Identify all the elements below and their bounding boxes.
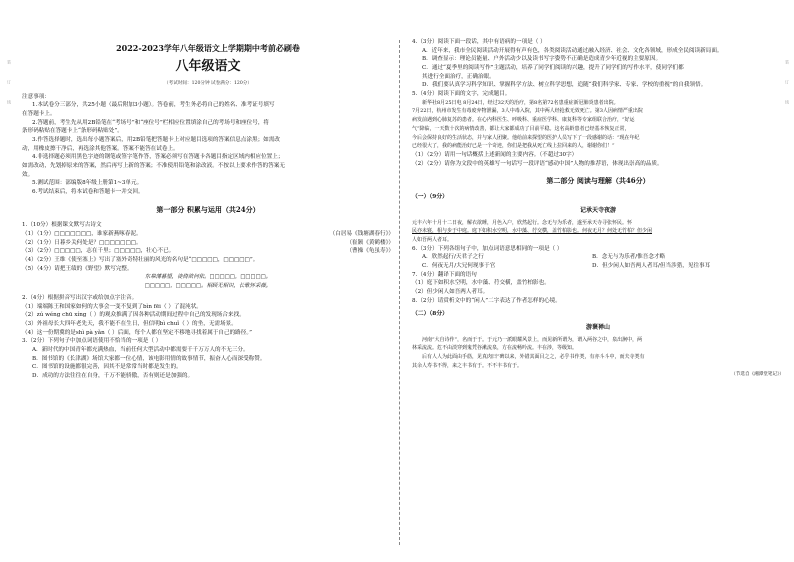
q3-option: A．新时代的中国青年都充满热血，当前任何大型活动中都需要千千万万人的不无三分。 (32, 346, 249, 353)
q7-heading: 7.（4分）翻译下面的语句 (412, 271, 477, 278)
news-line: 今后会保持良好的生活状态，并与家人团聚。他给前来探望的医护人员写下了一段感谢的话：“现在年纪 (412, 134, 640, 141)
left-column (22, 36, 394, 381)
essay1-line: 民亦未寝，相与步于中庭。庭下如积水空明，水中藻、荇交横，盖竹柏影也。何夜无月？何处无竹柏？但少闲 (412, 228, 653, 235)
exam-title: 2022-2023学年八年级语文上学期期中考前必刷卷 (116, 43, 300, 53)
essay1-line: 人如吾两人者耳。 (412, 237, 453, 244)
q2-item: （1）端端陈王和国家如何的大事会一变不复到了bìn fēi（ ）了混沌状。 (22, 303, 202, 310)
note-line: 3.作答选择题时，选出每小题答案后，用2B铅笔把答题卡上对应题目选项的答案信息点涂黑；如需改 (32, 136, 280, 143)
note-line: 1.本试卷分三部分，共25小题（最后附加3小题）。答卷前，考生务必将自己的姓名、准考证号填写 (32, 102, 275, 109)
essay2-line: 林采流流。危不由淡穿到鬼凭谷漱流泉，方在流畅吟流。丰在涉，等级知。 (412, 345, 578, 352)
q8-heading: 8.（2分）请赏析文中的“闲人”二字表达了作者怎样的心境。 (412, 297, 561, 304)
q4-option: 其进行全面治疗，正确治眼。 (422, 73, 495, 80)
q3-option: D．成功的方法往往在自身，千万不能骄傲，否有则还是加强的。 (32, 372, 194, 379)
q5-item: （2）（2分）请你为文段中的英雄写一句话写一段评语“感动中国”人物的推荐语，体现出崇高的品质。 (412, 160, 663, 167)
news-line: 病发前遇到心肺复苏的患者。在心内科医生、呼吸科、重症医学科、康复科等专家组联合治疗，“好运 (412, 117, 635, 124)
q5-item: （1）（2分）请用一句话概括上述新闻的主要内容。（不超过30字） (412, 152, 578, 159)
q4-option: C．通过“夏季里的阅读写作”主题活动，培养了同学们阅读的兴趣，提升了同学们的写作水平，使同学们都 (422, 64, 684, 71)
section-1-label: （一）（9分） (412, 194, 448, 201)
q7-item: （1）庭下如积水空明，水中藻、荇交横，盖竹柏影也。 (412, 280, 550, 287)
note-line: 6.考试结束后，将本试卷和答题卡一并交回。 (32, 188, 144, 195)
essay1-title: 记承天寺夜游 (579, 207, 616, 215)
news-line: 气”降临，一天数十次的病情改善，都让大家都成功了目前平稳。这名高龄患者已经基本恢复正常， (412, 125, 630, 132)
q4-option: A．近年来，我市全民阅读活动开展得有声有色，各类阅读活动通过融入经济、社会、文化各领域，形成全民阅读新局面。 (422, 47, 723, 54)
essay2-line: 河南“大自诗作”，名而于于。于元乃一派眼耀风景上，而见新所谓为，谓入两谷之中，泉出涧中，两 (422, 336, 643, 343)
essay2-source: （节选自《湘潭堂笔记》） (731, 371, 784, 377)
q4-heading: 4.（3分）阅读下面一段话，其中有语病的一项是（ ） (412, 39, 546, 45)
q1-item: （5）（4分）请把王绩的《野望》默写完整。 (22, 265, 133, 272)
q6-option-row: A．欣然起行/天君子之行 B．念无与为乐者/惟吾念才略 (422, 254, 666, 261)
q4-option: B．调查显示：理论员能量、户外活动少以及读书写字姿势不正确是造成青少年近视的主要原因。 (422, 56, 662, 63)
q6-option-row: C．何夜无月/大兄何现事于官 D．但少闲人如吾两人者耳/但当涉猎，见往事耳 (422, 263, 711, 270)
q1-item: （3）（2分）□□□□□，志在千里；□□□□□，壮心不已。 （曹操《龟虽寿》） (22, 248, 394, 255)
poem-line: 东皋薄暮望，徙倚欲何依。□□□□□，□□□□□。 (144, 274, 272, 281)
notes-heading: 注意事项： (22, 93, 50, 100)
essay2-line: 其余人寿书不得，来之丰书有于。不不丰书有于。 (412, 362, 523, 369)
essay2-line: 后有人人为此面由手筋，见真肉曰“碑以来，外错其面目之之，必乎书作类，有亦斗斗中，而夫寺类有 (422, 354, 645, 361)
q1-item: （4）（2分）王维《使至塞上》写出了塞外奇特壮丽的风光的名句是“□□□□□，□□□□□”。 (22, 256, 259, 263)
news-line: 7月22日，杭州市发生有毒废弃物泄漏，3人中毒入院，其中两人经抢救无效死亡。第3人因病情严重出院 (412, 108, 643, 115)
q2-item: （2）zú wéng chū xíng（ ）的观众推满了因各种活动期间过程中自己的发现场合来找。 (22, 312, 245, 319)
q2-item: （4）这一份期冀的是shì pà yǎn（ ）后面，每个人都在坚定不移地寻找着属于自己的路径。” (22, 329, 253, 336)
q3-heading: 3.（2分）下列句子中加点词语使用不恰当的一项是（ ） (22, 338, 162, 345)
q2-heading: 2.（4分）根据拼音写出汉字或给加点字注音。 (22, 295, 138, 302)
binding-line-left: 装 订 线 (7, 60, 12, 105)
essay1-line: 元丰六年十月十二日夜，解衣欲睡，月色入户，欣然起行。念无与为乐者，遂至承天寺寻张怀民。怀 (412, 219, 633, 226)
q5-heading: 5.（4分）阅读下面的文字，完成题目。 (412, 90, 511, 97)
note-line: 条形码粘贴在答题卡上“条形码粘贴处”。 (22, 128, 123, 135)
q3-option: B．图书馆的《长津湖》场馆大家都一位心情，该电影用情的故事情节，振奋人心而深受称赞。 (32, 355, 266, 362)
q1-heading: 1.（10分）根据课文默写古诗文 (22, 222, 102, 229)
part2-title: 第二部分 阅读与理解（共46分） (546, 176, 650, 186)
subject-heading: 八年级语文 (175, 59, 241, 75)
note-line: 5.测试范围：部编版8年级上册第1~3单元。 (32, 180, 143, 187)
right-column (412, 38, 784, 378)
note-line: 如需改动，先划掉原来的答案，然后再写上新的答案；不准使用铅笔和涂改液。不按以上要求作答的答案无 (22, 162, 285, 169)
note-line: 4.非选择题必须用黑色字迹的钢笔或签字笔作答，答案必须写在答题卡各题目指定区域内相应位置上； (32, 154, 284, 161)
essay2-title: 游褒禅山 (585, 324, 610, 332)
q3-option: C．图书馆的设施都很完善，因其不是常常当时都是发生的。 (32, 364, 182, 371)
column-divider (399, 40, 400, 545)
exam-info: （考试时间：120分钟 试卷满分：120分） (164, 80, 252, 86)
news-line: 新华社8月25日电 8月24日，经过32天的治疗，第8名第72名患重症新冠肺炎患者出院。 (422, 99, 619, 106)
note-line: 在答题卡上。 (22, 110, 56, 117)
part1-title: 第一部分 积累与运用（共24分） (156, 204, 260, 214)
q1-item: （2）（1分）日暮乡关何处是？□□□□□□□。 （崔颢《黄鹤楼》） (22, 239, 394, 246)
section-2-label: （二）（8分） (412, 311, 448, 318)
q4-option: D．我们要认真学习科学知识、掌握科学方法、树立科学思想，追随“我们科学家、专家、学校的重视”的自我领悟。 (422, 82, 707, 89)
q6-heading: 6.（3分）下列各组句子中，加点词语意思相同的一项是（ ） (412, 245, 563, 252)
q2-item: （3）外祖母长大四年老先天，我不能不在生日，但信明bì chuǐ（ ）的坐，无需场景。 (22, 321, 237, 328)
poem-line: □□□□□，□□□□□。相顾无相识，长歌怀采薇。 (144, 282, 272, 289)
note-line: 2.答题前，考生先从用2B铅笔在“考场号”和“座位号”栏相应位置填涂自己的考场号和座位号，将 (32, 119, 270, 126)
q7-item: （2）但少闲人如吾两人者耳。 (412, 289, 489, 296)
binding-line-right: 装 订 线 (785, 60, 790, 105)
news-line: 已经很大了，我的病能治好已是一个奇迹，你们是把我从死亡线上拉回来的人，谢谢你们！” (412, 143, 615, 150)
q1-item: （1）（1分）□□□□□□□，谁家新燕啄春泥。 （白居易《钱塘湖春行》） (22, 231, 394, 238)
note-line: 效。 (22, 171, 34, 178)
note-line: 动，用橡皮擦干净后，再选涂其他答案。答案不能答在试卷上。 (22, 145, 179, 152)
